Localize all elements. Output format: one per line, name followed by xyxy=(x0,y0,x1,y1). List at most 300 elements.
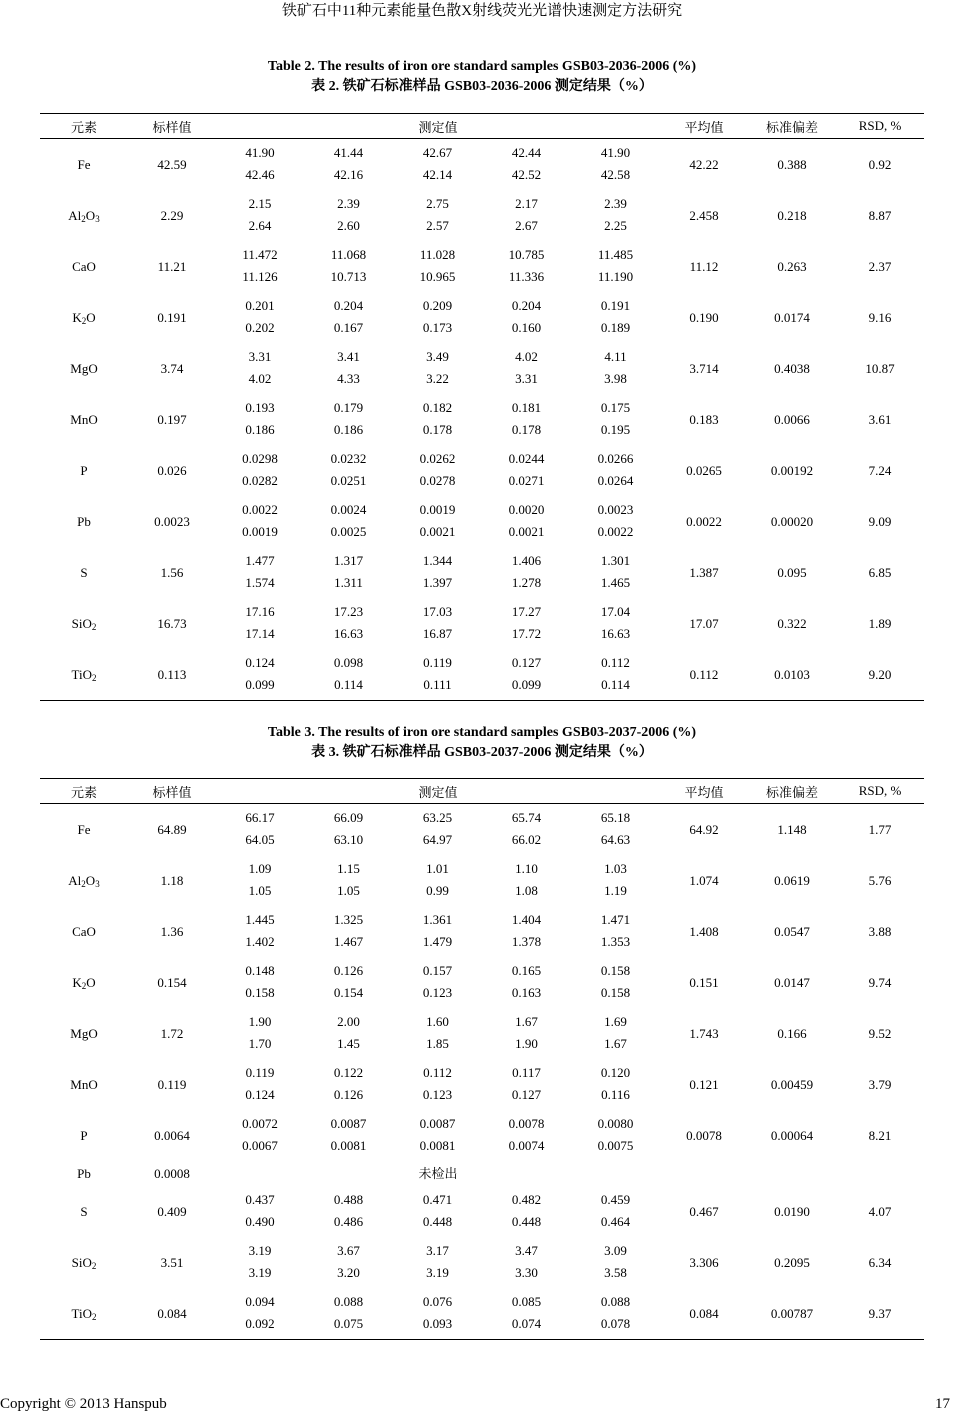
measured-value: 0.078 xyxy=(571,1313,660,1340)
measured-value: 0.148 xyxy=(245,963,275,978)
sd-value: 0.00459 xyxy=(770,1077,814,1092)
standard-value: 0.026 xyxy=(157,463,187,478)
element-symbol: K xyxy=(72,975,82,990)
table-row xyxy=(40,1161,924,1186)
mean-value: 11.12 xyxy=(689,259,719,274)
measured-value: 0.448 xyxy=(422,1214,453,1229)
element-cell xyxy=(40,1288,128,1340)
sd-value: 1.148 xyxy=(777,822,807,837)
table-row xyxy=(40,190,924,215)
standard-value: 64.89 xyxy=(157,822,187,837)
element-cell xyxy=(40,139,128,191)
table-row xyxy=(40,496,924,521)
measured-value: 0.0298 xyxy=(242,451,278,466)
mean-value: 42.22 xyxy=(689,157,719,172)
standard-value: 16.73 xyxy=(157,616,187,631)
mean-value: 0.121 xyxy=(689,1077,719,1092)
measured-value: 63.10 xyxy=(333,832,364,847)
column-header-mean: 平均值 xyxy=(660,114,748,139)
measured-value: 42.46 xyxy=(245,167,275,182)
standard-value: 2.29 xyxy=(160,208,184,223)
table-row xyxy=(40,1237,924,1262)
element-cell xyxy=(40,292,128,343)
element-cell xyxy=(40,804,128,856)
column-header-element: 元素 xyxy=(40,779,128,804)
table-row xyxy=(40,906,924,931)
sd-value: 0.0147 xyxy=(774,975,810,990)
measured-value: 0.0072 xyxy=(242,1116,278,1131)
standard-value: 11.21 xyxy=(157,259,187,274)
sd-value: 0.388 xyxy=(777,157,807,172)
measured-value: 11.028 xyxy=(419,247,456,262)
table-row xyxy=(40,139,924,165)
element-symbol-2: O xyxy=(85,873,96,888)
measured-value: 1.69 xyxy=(604,1014,627,1029)
mean-value: 17.07 xyxy=(689,616,719,631)
standard-value: 3.51 xyxy=(160,1255,184,1270)
mean-value: 0.467 xyxy=(689,1204,719,1219)
measured-value: 3.47 xyxy=(515,1243,538,1258)
measured-value: 0.111 xyxy=(393,674,482,701)
measured-value: 0.0067 xyxy=(242,1138,278,1153)
measured-value: 4.33 xyxy=(337,371,360,386)
measured-value: 3.98 xyxy=(604,371,627,386)
sd-value xyxy=(748,1161,836,1186)
measured-value: 1.05 xyxy=(337,883,360,898)
sd-value: 0.166 xyxy=(777,1026,807,1041)
mean-value: 0.183 xyxy=(689,412,719,427)
standard-value: 1.56 xyxy=(160,565,184,580)
sd-value: 0.00020 xyxy=(770,514,814,529)
measured-value: 0.154 xyxy=(333,985,364,1000)
measured-value: 1.67 xyxy=(515,1014,538,1029)
element-subscript-2: 3 xyxy=(95,879,100,889)
measured-value: 11.126 xyxy=(242,269,278,284)
element-cell xyxy=(40,547,128,598)
measured-value: 63.25 xyxy=(422,810,453,825)
rsd-value: 9.20 xyxy=(836,649,924,701)
element-cell xyxy=(40,957,128,1008)
column-header-rsd: RSD, % xyxy=(836,114,924,139)
measured-value: 11.190 xyxy=(597,269,634,284)
measured-value: 3.49 xyxy=(426,349,449,364)
measured-value: 0.0087 xyxy=(330,1116,367,1131)
column-header-element: 元素 xyxy=(40,114,128,139)
measured-value: 0.0087 xyxy=(419,1116,456,1131)
measured-value: 1.05 xyxy=(248,883,272,898)
sd-value: 0.00064 xyxy=(770,1128,814,1143)
measured-value: 1.445 xyxy=(245,912,275,927)
measured-value: 0.124 xyxy=(245,655,275,670)
table-row xyxy=(40,547,924,572)
rsd-value: 10.87 xyxy=(865,361,895,376)
measured-value: 3.31 xyxy=(515,371,538,386)
element-symbol: Al xyxy=(68,208,82,223)
element-cell xyxy=(40,241,128,292)
measured-value: 1.09 xyxy=(248,861,272,876)
measured-value: 0.0081 xyxy=(419,1138,456,1153)
measured-value: 0.0019 xyxy=(419,502,456,517)
measured-value: 0.182 xyxy=(422,400,453,415)
element-cell xyxy=(40,1186,128,1237)
rsd-value: 7.24 xyxy=(868,463,892,478)
element-symbol: K xyxy=(72,310,82,325)
running-header: 铁矿石中11种元素能量色散X射线荧光光谱快速测定方法研究 xyxy=(281,3,683,19)
element-subscript-2: 3 xyxy=(95,214,100,224)
measured-value: 17.72 xyxy=(511,626,542,641)
table-row xyxy=(40,957,924,982)
measured-value: 1.03 xyxy=(604,861,627,876)
measured-value: 0.0080 xyxy=(597,1116,634,1131)
measured-value: 3.19 xyxy=(248,1243,272,1258)
measured-value: 11.068 xyxy=(330,247,367,262)
measured-value: 17.16 xyxy=(245,604,275,619)
measured-value: 1.90 xyxy=(515,1036,538,1051)
element-symbol-2: O xyxy=(86,310,96,325)
measured-value: 65.18 xyxy=(600,810,631,825)
measured-value: 0.0081 xyxy=(330,1138,367,1153)
measured-value: 0.114 xyxy=(304,674,393,701)
table2-caption-en: Table 2. The results of iron ore standard samples GSB03-2036-2006 (%) xyxy=(267,59,697,74)
measured-value: 3.67 xyxy=(337,1243,360,1258)
measured-value: 0.088 xyxy=(600,1294,631,1309)
rsd-value: 2.37 xyxy=(868,259,892,274)
measured-value: 0.076 xyxy=(422,1294,453,1309)
measured-value: 1.467 xyxy=(333,934,364,949)
measured-value: 41.90 xyxy=(245,145,275,160)
element-cell xyxy=(40,190,128,241)
measured-value: 0.094 xyxy=(245,1294,275,1309)
measured-value: 0.120 xyxy=(600,1065,631,1080)
measured-value: 11.472 xyxy=(242,247,278,262)
measured-value: 0.126 xyxy=(333,963,364,978)
measured-value: 0.167 xyxy=(333,320,364,335)
measured-value: 16.87 xyxy=(422,626,453,641)
measured-value: 64.63 xyxy=(600,832,631,847)
mean-value: 0.190 xyxy=(689,310,719,325)
standard-value: 0.154 xyxy=(157,975,187,990)
measured-value: 1.404 xyxy=(511,912,542,927)
measured-value: 0.99 xyxy=(426,883,449,898)
measured-value: 0.0074 xyxy=(508,1138,545,1153)
column-header-sd: 标准偏差 xyxy=(748,779,836,804)
sd-value: 0.218 xyxy=(777,208,807,223)
measured-value: 0.195 xyxy=(600,422,631,437)
measured-value: 3.58 xyxy=(604,1265,627,1280)
measured-value: 0.098 xyxy=(333,655,364,670)
measured-value: 0.204 xyxy=(333,298,364,313)
element-subscript: 2 xyxy=(81,214,86,224)
measured-value: 0.126 xyxy=(333,1087,364,1102)
sd-value: 0.00192 xyxy=(770,463,814,478)
element-symbol: Pb xyxy=(77,1166,91,1181)
measured-value: 0.0022 xyxy=(597,524,634,539)
sd-value: 0.0547 xyxy=(774,924,810,939)
element-symbol: Fe xyxy=(77,822,91,837)
measured-value: 1.70 xyxy=(248,1036,272,1051)
measured-value: 0.0023 xyxy=(597,502,634,517)
standard-value: 0.113 xyxy=(128,649,216,701)
mean-value: 3.714 xyxy=(689,361,719,376)
measured-value: 2.60 xyxy=(337,218,360,233)
measured-value: 42.16 xyxy=(333,167,364,182)
measured-value: 0.122 xyxy=(333,1065,364,1080)
table3-caption-cn: 表 3. 铁矿石标准样品 GSB03-2037-2006 测定结果（%） xyxy=(311,745,653,760)
standard-value: 0.197 xyxy=(157,412,187,427)
element-symbol: S xyxy=(80,1204,88,1219)
mean-value: 0.151 xyxy=(689,975,719,990)
sd-value: 0.0066 xyxy=(774,412,810,427)
measured-value: 0.158 xyxy=(600,985,631,1000)
measured-value: 1.477 xyxy=(245,553,275,568)
standard-value: 0.084 xyxy=(128,1288,216,1340)
element-cell xyxy=(40,1059,128,1110)
copyright-notice: Copyright © 2013 Hanspub xyxy=(0,1396,167,1412)
measured-value: 4.02 xyxy=(248,371,272,386)
measured-value: 0.488 xyxy=(333,1192,364,1207)
measured-value: 66.02 xyxy=(511,832,542,847)
measured-value: 0.119 xyxy=(245,1065,275,1080)
table-row xyxy=(40,649,924,674)
measured-value: 1.08 xyxy=(515,883,538,898)
rsd-value: 9.52 xyxy=(868,1026,892,1041)
measured-value: 0.127 xyxy=(511,655,542,670)
element-subscript: 2 xyxy=(81,316,87,326)
measured-value: 3.19 xyxy=(248,1265,272,1280)
measured-value: 2.57 xyxy=(426,218,449,233)
measured-value: 0.123 xyxy=(422,1087,453,1102)
measured-value: 2.39 xyxy=(337,196,360,211)
measured-value: 0.0278 xyxy=(419,473,456,488)
standard-value: 0.119 xyxy=(157,1077,187,1092)
rsd-value: 9.74 xyxy=(868,975,892,990)
header-row xyxy=(40,779,924,804)
element-symbol-2: O xyxy=(86,975,96,990)
element-cell xyxy=(40,394,128,445)
measured-value: 0.0232 xyxy=(330,451,367,466)
element-symbol: MgO xyxy=(70,1026,98,1041)
element-symbol: TiO xyxy=(71,1306,92,1321)
measured-value: 0.0024 xyxy=(330,502,367,517)
measured-value: 1.402 xyxy=(245,934,275,949)
measured-value: 0.178 xyxy=(511,422,542,437)
measured-value: 1.15 xyxy=(337,861,360,876)
measured-value: 1.60 xyxy=(426,1014,449,1029)
column-header-mean: 平均值 xyxy=(660,779,748,804)
element-symbol: SiO xyxy=(71,616,92,631)
rsd-value: 5.76 xyxy=(868,873,892,888)
column-header-measured: 测定值 xyxy=(216,114,660,139)
measured-value: 0.112 xyxy=(423,1065,452,1080)
element-symbol: Fe xyxy=(77,157,91,172)
rsd-value: 8.21 xyxy=(868,1128,892,1143)
measured-value: 1.01 xyxy=(426,861,449,876)
measured-value: 1.301 xyxy=(600,553,631,568)
measured-value: 0.186 xyxy=(245,422,275,437)
element-cell xyxy=(40,649,128,701)
measured-value: 1.317 xyxy=(333,553,364,568)
measured-value: 0.163 xyxy=(511,985,542,1000)
rsd-value: 3.61 xyxy=(868,412,892,427)
measured-value: 1.406 xyxy=(511,553,542,568)
standard-value: 3.74 xyxy=(160,361,184,376)
element-cell xyxy=(40,906,128,957)
measured-value: 0.112 xyxy=(601,655,630,670)
table-row xyxy=(40,598,924,623)
measured-value: 11.336 xyxy=(508,269,545,284)
measured-value: 0.0078 xyxy=(508,1116,545,1131)
mean-value: 3.306 xyxy=(689,1255,719,1270)
mean-value: 0.112 xyxy=(660,649,748,701)
measured-value: 0.165 xyxy=(511,963,542,978)
element-symbol: MgO xyxy=(70,361,98,376)
table-row xyxy=(40,1186,924,1211)
measured-value: 0.181 xyxy=(511,400,542,415)
rsd-value: 6.34 xyxy=(868,1255,892,1270)
measured-value: 3.09 xyxy=(604,1243,627,1258)
standard-value: 0.409 xyxy=(157,1204,187,1219)
element-cell xyxy=(40,1161,128,1186)
measured-value: 0.0021 xyxy=(419,524,456,539)
measured-value: 0.0022 xyxy=(242,502,278,517)
measured-value: 42.44 xyxy=(511,145,542,160)
element-symbol: P xyxy=(80,1128,88,1143)
measured-value: 0.459 xyxy=(600,1192,631,1207)
measured-value: 0.0262 xyxy=(419,451,456,466)
measured-value: 0.0266 xyxy=(597,451,634,466)
measured-value: 1.378 xyxy=(511,934,542,949)
measured-value: 17.27 xyxy=(511,604,542,619)
measured-value: 0.099 xyxy=(482,674,571,701)
measured-value: 0.160 xyxy=(511,320,542,335)
measured-value: 0.093 xyxy=(393,1313,482,1340)
rsd-value: 3.88 xyxy=(868,924,892,939)
rsd-value: 9.09 xyxy=(868,514,892,529)
element-cell xyxy=(40,1008,128,1059)
table-row xyxy=(40,292,924,317)
measured-value: 0.157 xyxy=(422,963,453,978)
measured-value: 3.17 xyxy=(426,1243,449,1258)
measured-value: 41.90 xyxy=(600,145,631,160)
measured-value: 0.471 xyxy=(422,1192,453,1207)
measured-value: 0.117 xyxy=(512,1065,541,1080)
measured-value: 0.173 xyxy=(422,320,453,335)
element-symbol: CaO xyxy=(72,924,96,939)
measured-value: 3.20 xyxy=(337,1265,360,1280)
measured-value: 0.0025 xyxy=(330,524,367,539)
measured-value: 3.22 xyxy=(426,371,449,386)
element-subscript: 2 xyxy=(91,1312,97,1322)
measured-value: 17.14 xyxy=(245,626,275,641)
measured-value: 0.099 xyxy=(216,674,304,701)
sd-value: 0.0103 xyxy=(748,649,836,701)
measured-value: 42.58 xyxy=(600,167,631,182)
measured-value: 17.04 xyxy=(600,604,631,619)
measured-value: 0.178 xyxy=(422,422,453,437)
measured-value: 16.63 xyxy=(333,626,364,641)
measured-value: 1.479 xyxy=(422,934,453,949)
mean-value: 0.0265 xyxy=(686,463,722,478)
measured-value: 0.0019 xyxy=(242,524,278,539)
column-header-rsd: RSD, % xyxy=(836,779,924,804)
measured-value: 1.278 xyxy=(511,575,542,590)
rsd-value: 1.77 xyxy=(868,822,892,837)
measured-value: 0.075 xyxy=(304,1313,393,1340)
element-symbol: TiO xyxy=(71,667,92,682)
measured-value: 0.0251 xyxy=(330,473,367,488)
table2 xyxy=(40,113,924,701)
element-cell xyxy=(40,598,128,649)
standard-value: 0.0023 xyxy=(154,514,190,529)
measured-value: 0.464 xyxy=(600,1214,631,1229)
measured-value: 66.17 xyxy=(245,810,275,825)
measured-value: 0.179 xyxy=(333,400,364,415)
element-cell xyxy=(40,343,128,394)
table-row xyxy=(40,1288,924,1313)
table3-caption-en: Table 3. The results of iron ore standard samples GSB03-2037-2006 (%) xyxy=(267,725,697,740)
measured-value: 1.19 xyxy=(604,883,627,898)
measured-value: 3.41 xyxy=(337,349,360,364)
measured-value: 1.10 xyxy=(515,861,538,876)
measured-value: 65.74 xyxy=(511,810,542,825)
measured-value: 42.67 xyxy=(422,145,453,160)
rsd-value: 1.89 xyxy=(868,616,892,631)
measured-value: 0.0021 xyxy=(508,524,545,539)
standard-value: 1.18 xyxy=(160,873,184,888)
measured-value: 0.124 xyxy=(245,1087,275,1102)
measured-value: 0.193 xyxy=(245,400,275,415)
measured-value: 0.486 xyxy=(333,1214,364,1229)
measured-value: 4.11 xyxy=(604,349,627,364)
table-row xyxy=(40,1110,924,1135)
measured-value: 2.39 xyxy=(604,196,627,211)
mean-value: 0.0078 xyxy=(686,1128,722,1143)
element-symbol: SiO xyxy=(71,1255,92,1270)
measured-value: 0.201 xyxy=(245,298,275,313)
mean-value: 64.92 xyxy=(689,822,719,837)
element-cell xyxy=(40,855,128,906)
measured-value: 0.202 xyxy=(245,320,275,335)
header-row xyxy=(40,114,924,139)
measured-value: 3.30 xyxy=(515,1265,538,1280)
measured-value: 0.191 xyxy=(600,298,631,313)
measured-value: 10.965 xyxy=(419,269,456,284)
measured-value: 1.344 xyxy=(422,553,453,568)
measured-value: 17.03 xyxy=(422,604,453,619)
mean-value: 2.458 xyxy=(689,208,719,223)
standard-value: 0.191 xyxy=(157,310,187,325)
element-cell xyxy=(40,445,128,496)
rsd-value: 8.87 xyxy=(868,208,892,223)
measured-value: 0.490 xyxy=(245,1214,275,1229)
measured-value: 16.63 xyxy=(600,626,631,641)
mean-value: 0.0022 xyxy=(686,514,722,529)
measured-value: 4.02 xyxy=(515,349,538,364)
table-row xyxy=(40,343,924,368)
element-symbol: S xyxy=(80,565,88,580)
measured-value: 0.114 xyxy=(571,674,660,701)
measured-value: 2.17 xyxy=(515,196,538,211)
rsd-value: 0.92 xyxy=(868,157,892,172)
measured-value: 1.465 xyxy=(600,575,631,590)
sd-value: 0.4038 xyxy=(774,361,810,376)
measured-value: 0.092 xyxy=(216,1313,304,1340)
measured-value: 0.437 xyxy=(245,1192,275,1207)
element-subscript: 2 xyxy=(91,622,97,632)
measured-value: 0.0264 xyxy=(597,473,634,488)
measured-value: 0.448 xyxy=(511,1214,542,1229)
measured-value: 3.31 xyxy=(248,349,272,364)
